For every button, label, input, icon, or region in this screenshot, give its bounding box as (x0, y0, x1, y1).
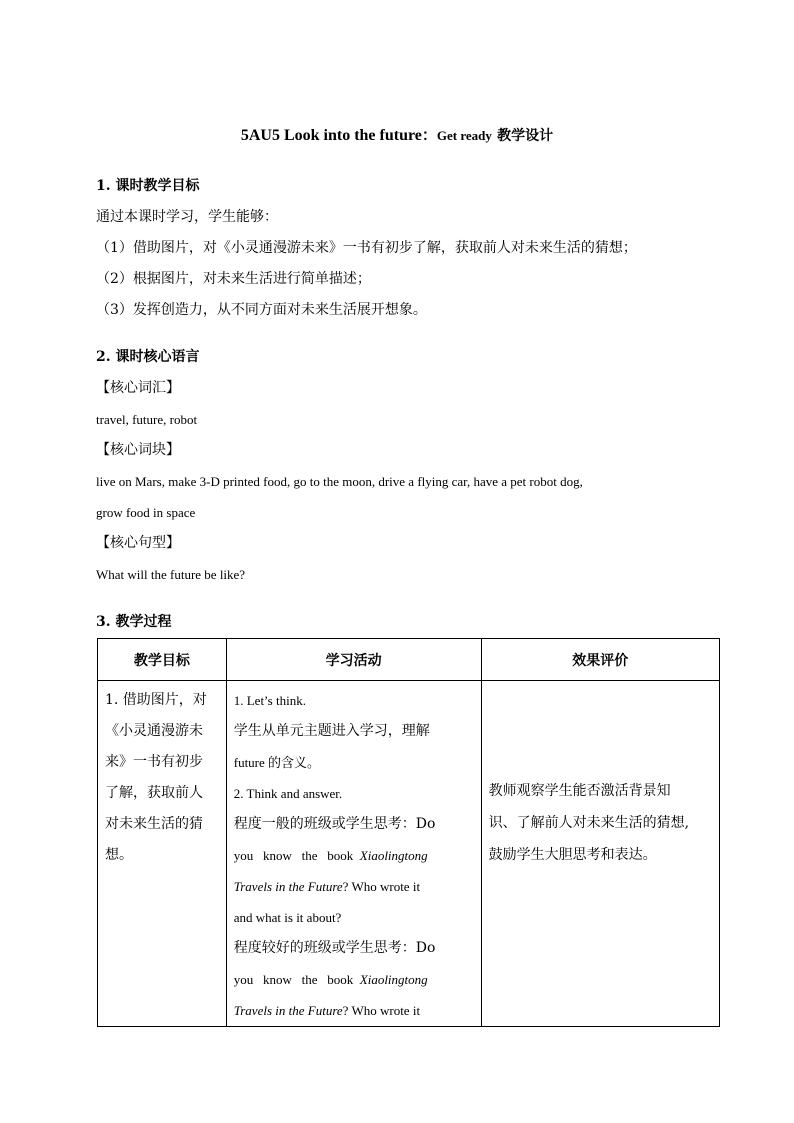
objective-item: （2）根据图片，对未来生活进行简单描述； (96, 271, 371, 287)
vocab-label: 【核心词汇】 (96, 380, 180, 396)
activity-text (234, 995, 475, 1026)
section-heading: 3. 教学过程 (96, 614, 172, 630)
goal-cell (98, 681, 227, 1027)
activity-step: 1. Let’s think. (233, 693, 306, 708)
section-heading: 1. 课时教学目标 (96, 178, 200, 194)
activity-text (234, 964, 475, 995)
activity-text: ? Who wrote it (342, 1003, 421, 1018)
evaluation-line: 识、了解前人对未来生活的猜想, (488, 815, 690, 831)
chunks-list: grow food in space (96, 505, 196, 520)
goal-line: 《小灵通漫游未 (105, 723, 203, 739)
document-title (0, 124, 794, 145)
activity-step: 2. Think and answer. (233, 786, 343, 801)
goal-line: 想。 (105, 847, 133, 863)
activity-text (234, 840, 475, 871)
section-objectives (96, 171, 736, 326)
pattern-sentence: What will the future be like? (96, 567, 246, 582)
title-colon: ： (421, 126, 437, 144)
vocab-list: travel, future, robot (96, 412, 198, 427)
objective-item: （1）借助图片，对《小灵通漫游未来》一书有初步了解，获取前人对未来生活的猜想； (96, 240, 637, 256)
chunks-label: 【核心词块】 (96, 442, 180, 458)
activity-text: and what is it about? (233, 910, 342, 925)
book-title: Xiaolingtong (359, 848, 428, 863)
title-suffix: 教学设计 (497, 128, 554, 144)
goal-line: 对未来生活的猜 (105, 816, 203, 832)
activity-text: you know the book (233, 972, 360, 987)
table-row (98, 681, 720, 1027)
activity-text: 程度一般的班级或学生思考：Do (233, 816, 436, 832)
section-core-language (96, 342, 736, 590)
activity-text: 学生从单元主题进入学习，理解 (233, 723, 430, 739)
evaluation-line: 鼓励学生大胆思考和表达。 (488, 847, 657, 863)
table-header-row (98, 639, 720, 681)
goal-line: 1. 借助图片，对 (105, 692, 207, 708)
activity-text: 程度较好的班级或学生思考：Do (233, 940, 436, 956)
activity-text: you know the book (233, 848, 360, 863)
book-title: Xiaolingtong (359, 972, 428, 987)
goal-line: 来》一书有初步 (105, 754, 203, 770)
chunks-list: live on Mars, make 3-D printed food, go to the moon, drive a flying car, have a pet robot dog, (96, 474, 583, 489)
title-lesson: Get ready (436, 128, 492, 143)
book-title: Travels in the Future (233, 1003, 343, 1018)
goal-line: 了解，获取前人 (105, 785, 203, 801)
book-title: Travels in the Future (233, 879, 343, 894)
column-header: 学习活动 (226, 639, 481, 681)
evaluation-cell (481, 681, 719, 1027)
section-process (96, 607, 736, 638)
evaluation-line: 教师观察学生能否激活背景知 (488, 783, 671, 799)
activity-cell (226, 681, 481, 1027)
pattern-label: 【核心句型】 (96, 535, 180, 551)
activity-text: ? Who wrote it (342, 879, 421, 894)
activity-text: future 的含义。 (233, 755, 321, 770)
objective-item: （3）发挥创造力，从不同方面对未来生活展开想象。 (96, 302, 427, 318)
objectives-intro: 通过本课时学习，学生能够： (96, 209, 278, 225)
column-header: 效果评价 (481, 639, 719, 681)
process-table (97, 638, 720, 1027)
title-unit: 5AU5 Look into the future (240, 127, 422, 144)
section-heading: 2. 课时核心语言 (96, 349, 200, 365)
column-header: 教学目标 (98, 639, 227, 681)
activity-text (234, 871, 475, 902)
